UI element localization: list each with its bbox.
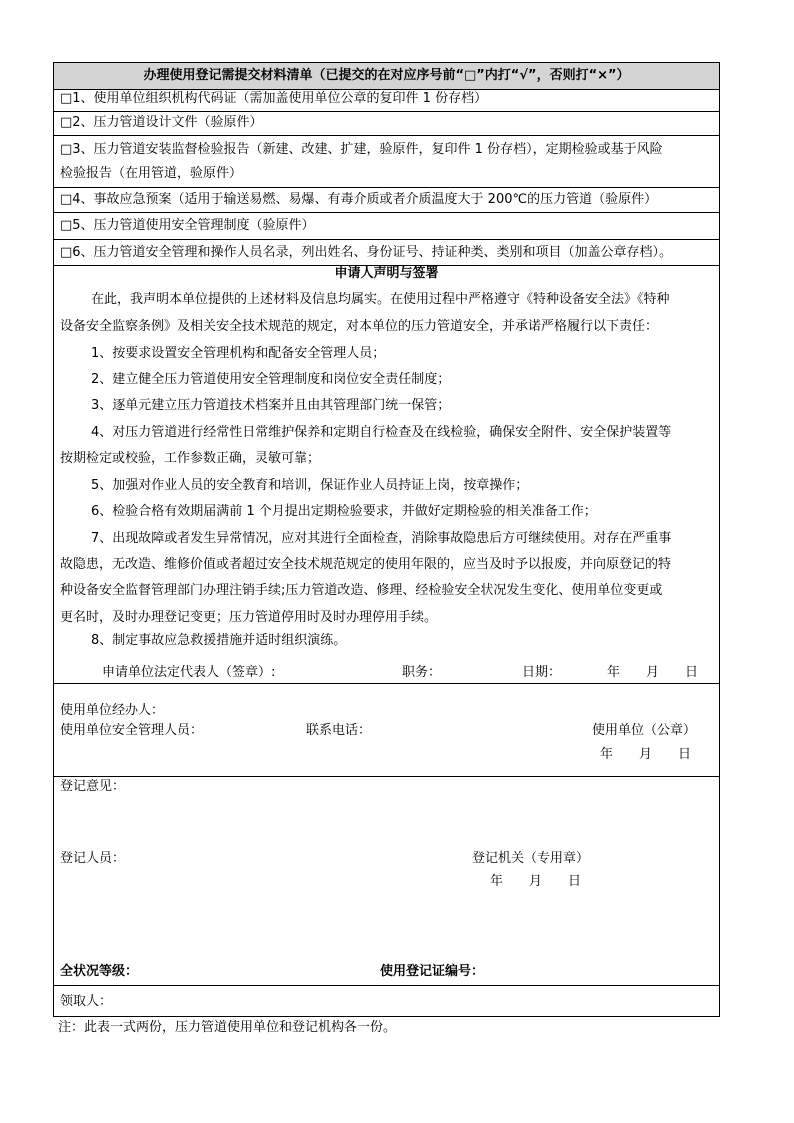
unit-seal-label: 使用单位（公章） — [592, 723, 697, 738]
declaration-item: 4、对压力管道进行经常性日常维护保养和定期自行检查及在线检验，确保安全附件、安全保护装置等 — [91, 425, 672, 440]
declaration-item: 更名时，及时办理登记变更；压力管道停用时及时办理停用手续。 — [60, 610, 438, 625]
registration-opinion-label[interactable]: 登记意见： — [60, 779, 126, 794]
declaration-text: 设备安全监察条例》及相关安全技术规范的规定，对本单位的压力管道安全，并承诺严格履行以下责任： — [60, 319, 659, 334]
declaration-item: 6、检验合格有效期届满前 1 个月提出定期检验要求，并做好定期检验的相关准备工作； — [91, 504, 597, 519]
declaration-text: 在此，我声明本单位提供的上述材料及信息均属实。在使用过程中严格遵守《特种设备安全法》《特种 — [91, 292, 670, 307]
declaration-heading: 申请人声明与签署 — [334, 266, 439, 281]
checklist-item-2[interactable]: □2、压力管道设计文件（验原件） — [60, 115, 263, 130]
divider — [54, 135, 719, 136]
unit-safety-manager-label[interactable]: 使用单位安全管理人员： — [60, 723, 204, 738]
declaration-item: 种设备安全监督管理部门办理注销手续;压力管道改造、修理、经检验安全状况发生变化、使用单位变更或 — [60, 583, 663, 598]
checklist-item-5[interactable]: □5、压力管道使用安全管理制度（验原件） — [60, 218, 315, 233]
registration-cert-no-label[interactable]: 使用登记证编号： — [380, 964, 485, 979]
unit-handler-label[interactable]: 使用单位经办人： — [60, 703, 165, 718]
declaration-item: 2、建立健全压力管道使用安全管理制度和岗位安全责任制度； — [91, 372, 451, 387]
divider — [54, 683, 719, 684]
footnote: 注：此表一式两份，压力管道使用单位和登记机构各一份。 — [58, 1020, 397, 1035]
declaration-item: 3、逐单元建立压力管道技术档案并且由其管理部门统一保管； — [91, 398, 451, 413]
condition-grade-label[interactable]: 全状况等级： — [60, 964, 139, 979]
declaration-item: 8、制定事故应急救援措施并适时组织演练。 — [91, 633, 347, 648]
declaration-item: 5、加强对作业人员的安全教育和培训，保证作业人员持证上岗，按章操作； — [91, 478, 529, 493]
checklist-item-3-cont: 检验报告（在用管道，验原件） — [60, 166, 243, 181]
declaration-item: 1、按要求设置安全管理机构和配备安全管理人员； — [91, 346, 386, 361]
divider — [54, 776, 719, 777]
checklist-item-6[interactable]: □6、压力管道安全管理和操作人员名录，列出姓名、身份证号、持证种类、类别和项目（加盖公章存档）。 — [60, 245, 673, 260]
receiver-label[interactable]: 领取人： — [60, 994, 113, 1009]
contact-phone-label[interactable]: 联系电话： — [306, 723, 372, 738]
form-frame — [53, 62, 720, 1017]
unit-date-ymd: 年 月 日 — [600, 747, 692, 762]
position-label[interactable]: 职务： — [402, 665, 442, 680]
legal-rep-signature-label[interactable]: 申请单位法定代表人（签章）: — [102, 665, 276, 680]
registration-authority-seal: 登记机关（专用章） — [472, 851, 590, 866]
divider — [54, 212, 719, 213]
date-label[interactable]: 日期： — [522, 665, 562, 680]
checklist-item-4[interactable]: □4、事故应急预案（适用于输送易燃、易爆、有毒介质或者介质温度大于 200℃的压力管道（验原件） — [60, 192, 658, 207]
declaration-item: 7、出现故障或者发生异常情况，应对其进行全面检查，消除事故隐患后方可继续使用。对存在严重事 — [91, 531, 672, 546]
registrar-label[interactable]: 登记人员： — [60, 851, 126, 866]
checklist-item-1[interactable]: □1、使用单位组织机构代码证（需加盖使用单位公章的复印件 1 份存档） — [60, 91, 488, 106]
declaration-item: 故隐患，无改造、维修价值或者超过安全技术规范规定的使用年限的，应当及时予以报废，并向原登记的特 — [60, 557, 672, 572]
divider — [54, 985, 719, 986]
checklist-item-3[interactable]: □3、压力管道安装监督检验报告（新建、改建、扩建，验原件，复印件 1 份存档），定期检验或基于风险 — [60, 142, 663, 157]
date-ymd: 年 月 日 — [607, 665, 699, 680]
checklist-title: 办理使用登记需提交材料清单（已提交的在对应序号前“□”内打“√”，否则打“×”） — [54, 63, 719, 89]
registration-date-ymd: 年 月 日 — [490, 874, 582, 889]
declaration-item: 按期检定或校验，工作参数正确，灵敏可靠； — [60, 451, 321, 466]
divider — [54, 239, 719, 240]
